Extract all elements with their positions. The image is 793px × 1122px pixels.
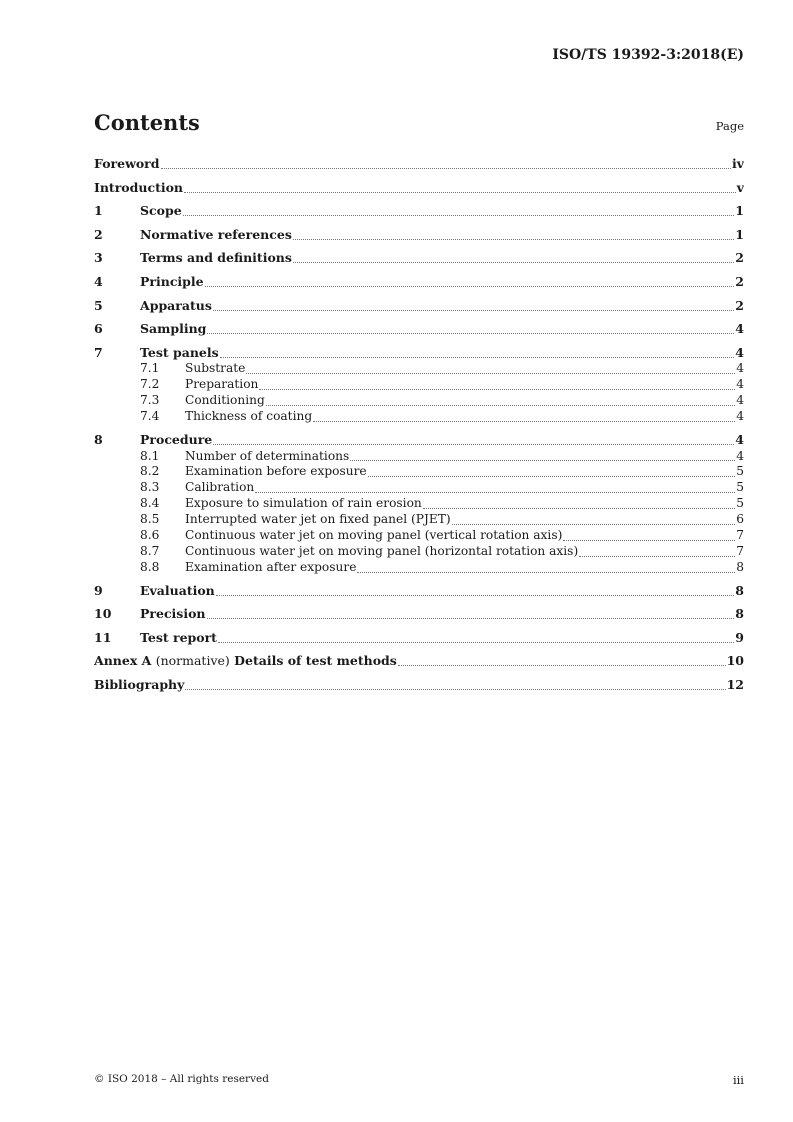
toc-label: Principle — [140, 273, 204, 289]
toc-page: v — [736, 179, 744, 195]
document-id: ISO/TS 19392-3:2018(E) — [552, 47, 744, 63]
toc-entry-annex-a[interactable] — [94, 653, 744, 669]
leader-dots — [183, 214, 735, 216]
toc-number: 8.6 — [140, 527, 160, 542]
toc-label: Continuous water jet on moving panel (vertical rotation axis) — [185, 527, 563, 542]
toc-entry-number-of-determinations[interactable] — [94, 449, 744, 465]
toc-entry-interrupted-water-jet[interactable] — [94, 512, 744, 528]
leader-dots — [255, 491, 735, 493]
toc-number: 8.2 — [140, 464, 160, 479]
toc-entry-foreword[interactable] — [94, 156, 744, 172]
leader-dots — [205, 285, 735, 287]
toc-page: 12 — [726, 677, 744, 692]
toc-page: iv — [731, 156, 744, 171]
toc-page: 8 — [735, 582, 744, 598]
leader-dots — [293, 238, 734, 240]
toc-page: 4 — [735, 321, 744, 337]
toc-entry-test-panels[interactable] — [94, 345, 744, 361]
toc-page: 2 — [735, 297, 744, 313]
toc-page: 4 — [736, 393, 744, 408]
toc-entry-procedure[interactable] — [94, 432, 744, 448]
toc-entry-thickness-of-coating[interactable] — [94, 409, 744, 425]
toc-entry-examination-after-exposure[interactable] — [94, 560, 744, 576]
toc-number: 10 — [94, 606, 112, 622]
toc-page: 6 — [736, 512, 744, 527]
toc-page: 4 — [736, 361, 744, 376]
toc-number: 8.1 — [140, 448, 160, 463]
toc-page: 9 — [735, 629, 744, 645]
toc-entry-continuous-jet-vertical[interactable] — [94, 528, 744, 544]
copyright-notice: © ISO 2018 – All rights reserved — [94, 1073, 269, 1085]
toc-number: 8.4 — [140, 496, 160, 511]
page-number: iii — [732, 1073, 744, 1087]
toc-entry-exposure-rain-erosion[interactable] — [94, 496, 744, 512]
leader-dots — [246, 372, 735, 374]
leader-dots — [218, 641, 734, 643]
leader-dots — [579, 555, 735, 557]
leader-dots — [368, 475, 736, 477]
toc-entry-sampling[interactable] — [94, 321, 744, 337]
toc-page: 7 — [736, 527, 744, 542]
toc-label: Introduction — [94, 179, 184, 195]
toc-entry-scope[interactable] — [94, 203, 744, 219]
toc-page: 5 — [736, 480, 744, 495]
leader-dots — [184, 191, 736, 193]
leader-dots — [452, 523, 736, 525]
leader-dots — [185, 688, 725, 690]
toc-label: Sampling — [140, 321, 207, 337]
page-title: Contents — [94, 110, 200, 135]
leader-dots — [350, 459, 735, 461]
leader-dots — [313, 420, 735, 422]
toc-entry-evaluation[interactable] — [94, 583, 744, 599]
toc-label: Conditioning — [185, 393, 265, 408]
toc-number: 5 — [94, 297, 103, 313]
toc-page: 4 — [736, 409, 744, 424]
leader-dots — [259, 388, 735, 390]
table-of-contents — [94, 156, 744, 701]
toc-number: 4 — [94, 273, 103, 289]
toc-entry-continuous-jet-horizontal[interactable] — [94, 544, 744, 560]
toc-label: Test panels — [140, 344, 219, 360]
toc-label: Test report — [140, 629, 217, 645]
leader-dots — [563, 539, 735, 541]
toc-label: Apparatus — [140, 297, 212, 313]
toc-number: 6 — [94, 321, 103, 337]
leader-dots — [398, 664, 726, 666]
toc-page: 4 — [735, 344, 744, 360]
toc-number: 1 — [94, 203, 103, 219]
toc-entry-apparatus[interactable] — [94, 298, 744, 314]
toc-label: Precision — [140, 606, 206, 622]
page-column-label: Page — [715, 119, 744, 133]
toc-number: 8.8 — [140, 559, 160, 574]
leader-dots — [213, 443, 734, 445]
toc-label: Bibliography — [94, 677, 185, 692]
toc-page: 1 — [735, 203, 744, 219]
toc-label: Normative references — [140, 226, 292, 242]
toc-page: 10 — [726, 653, 744, 669]
toc-entry-bibliography[interactable] — [94, 677, 744, 693]
toc-entry-conditioning[interactable] — [94, 393, 744, 409]
toc-label: Evaluation — [140, 582, 215, 598]
toc-page: 1 — [735, 226, 744, 242]
leader-dots — [220, 356, 735, 358]
toc-number: 2 — [94, 226, 103, 242]
leader-dots — [216, 594, 735, 596]
toc-entry-introduction[interactable] — [94, 180, 744, 196]
toc-entry-normative-references[interactable] — [94, 227, 744, 243]
toc-label: Continuous water jet on moving panel (horizontal rotation axis) — [185, 543, 579, 558]
leader-dots — [423, 507, 735, 509]
toc-label: Preparation — [185, 377, 259, 392]
toc-label: Foreword — [94, 156, 160, 171]
leader-dots — [161, 167, 731, 169]
toc-label: Scope — [140, 203, 182, 219]
toc-page: 2 — [735, 250, 744, 266]
toc-page: 5 — [736, 464, 744, 479]
leader-dots — [207, 617, 735, 619]
toc-page: 8 — [735, 606, 744, 622]
toc-number: 7 — [94, 344, 103, 360]
toc-label: Examination after exposure — [185, 559, 357, 574]
toc-page: 7 — [736, 543, 744, 558]
toc-label: Procedure — [140, 431, 213, 447]
toc-number: 8.7 — [140, 543, 160, 558]
leader-dots — [207, 332, 734, 334]
toc-number: 8 — [94, 431, 103, 447]
leader-dots — [293, 261, 734, 263]
toc-page: 5 — [736, 496, 744, 511]
toc-label: Number of determinations — [185, 448, 350, 463]
leader-dots — [357, 571, 735, 573]
toc-label — [94, 653, 397, 668]
toc-page: 2 — [735, 273, 744, 289]
annex-prefix: Annex A — [94, 653, 152, 669]
toc-entry-principle[interactable] — [94, 274, 744, 290]
toc-label: Examination before exposure — [185, 464, 367, 479]
toc-page: 8 — [736, 559, 744, 574]
toc-label: Interrupted water jet on fixed panel (PJET) — [185, 512, 451, 527]
toc-label: Exposure to simulation of rain erosion — [185, 496, 422, 511]
toc-entry-terms-and-definitions[interactable] — [94, 250, 744, 266]
toc-page: 4 — [735, 431, 744, 447]
toc-number: 7.4 — [140, 409, 160, 424]
toc-label: Terms and definitions — [140, 250, 292, 266]
contents-heading — [94, 110, 744, 140]
toc-entry-preparation[interactable] — [94, 377, 744, 393]
toc-label: Calibration — [185, 480, 255, 495]
toc-number: 8.5 — [140, 512, 160, 527]
toc-page: 4 — [736, 377, 744, 392]
toc-number: 7.2 — [140, 377, 160, 392]
toc-entry-examination-before-exposure[interactable] — [94, 464, 744, 480]
annex-qualifier: (normative) — [155, 653, 230, 669]
toc-page: 4 — [736, 448, 744, 463]
leader-dots — [266, 404, 735, 406]
toc-entry-substrate[interactable] — [94, 361, 744, 377]
toc-number: 11 — [94, 629, 112, 645]
toc-number: 7.3 — [140, 393, 160, 408]
toc-label: Substrate — [185, 361, 246, 376]
leader-dots — [213, 309, 734, 311]
toc-entry-calibration[interactable] — [94, 480, 744, 496]
toc-number: 7.1 — [140, 361, 160, 376]
toc-label: Thickness of coating — [185, 409, 313, 424]
annex-title: Details of test methods — [234, 653, 397, 669]
toc-number: 3 — [94, 250, 103, 266]
toc-number: 8.3 — [140, 480, 160, 495]
toc-entry-test-report[interactable] — [94, 630, 744, 646]
toc-entry-precision[interactable] — [94, 606, 744, 622]
toc-number: 9 — [94, 582, 103, 598]
